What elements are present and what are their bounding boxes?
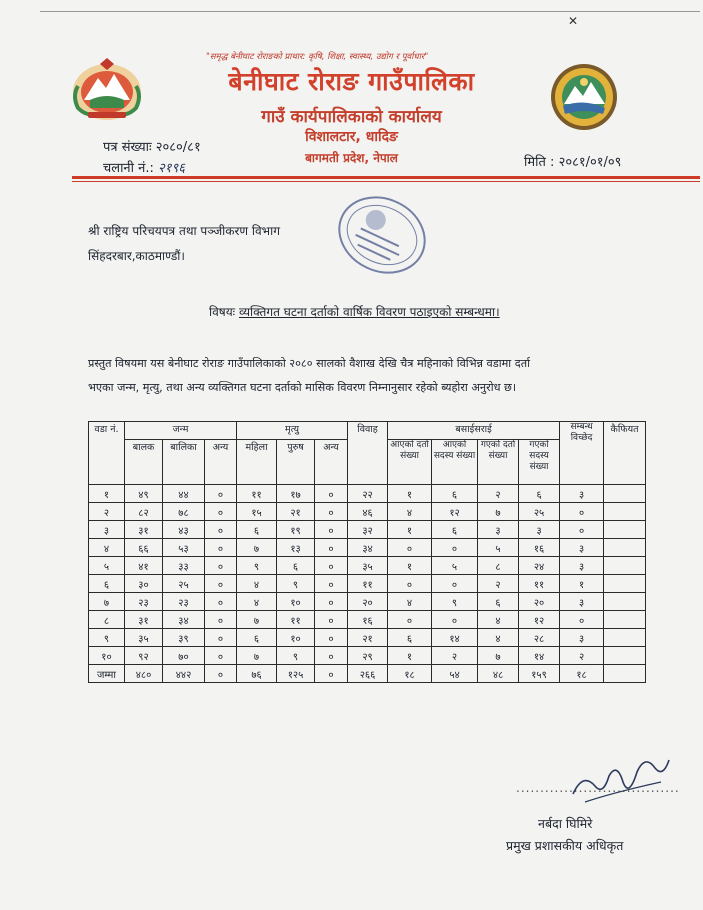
date xyxy=(524,152,621,170)
table-cell: ० xyxy=(388,539,432,557)
table-cell: १३ xyxy=(277,539,315,557)
address-line-1: विशालटार, धादिङ xyxy=(305,129,398,145)
table-row xyxy=(89,575,646,593)
table-row xyxy=(89,503,646,521)
body-line-1: प्रस्तुत विषयमा यस बेनीघाट रोराङ गाउँपालिकाको २०८० सालको वैशाख देखि चैत्र महिनाको विभिन्न वडामा दर्ता xyxy=(88,357,530,370)
table-cell: ३५ xyxy=(125,629,163,647)
table-cell: ० xyxy=(315,521,348,539)
table-cell xyxy=(604,503,646,521)
table-cell: २४ xyxy=(519,557,560,575)
table-cell: ११ xyxy=(348,575,388,593)
table-cell: ९ xyxy=(277,575,315,593)
table-cell: २ xyxy=(478,575,519,593)
header-death: मृत्यु xyxy=(237,422,348,440)
header-birth: जन्म xyxy=(125,422,237,440)
header-ward: वडा नं. xyxy=(89,422,125,485)
table-cell: १८ xyxy=(388,665,432,683)
table-cell: ४ xyxy=(478,611,519,629)
table-cell: ० xyxy=(315,611,348,629)
header-female: महिला xyxy=(237,440,277,485)
table-cell: २८ xyxy=(519,629,560,647)
table-cell: १२ xyxy=(519,611,560,629)
table-row xyxy=(89,629,646,647)
table-cell: १२ xyxy=(432,503,478,521)
letterhead-rule-thin xyxy=(72,181,700,182)
table-cell: ६ xyxy=(478,593,519,611)
table-cell: ३२ xyxy=(348,521,388,539)
table-cell: ३ xyxy=(560,593,604,611)
table-cell: २२ xyxy=(348,485,388,503)
body-line-2: भएका जन्म, मृत्यु, तथा अन्य व्यक्तिगत घटना दर्ताको मासिक विवरण निम्नानुसार रहेको ब्यहोरा अनुरोध छ। xyxy=(88,381,517,394)
signature-icon xyxy=(565,742,675,812)
ward-number-cell: २ xyxy=(89,503,125,521)
table-cell: ० xyxy=(388,611,432,629)
table-row xyxy=(89,611,646,629)
header-male: पुरुष xyxy=(277,440,315,485)
table-cell: ८२ xyxy=(125,503,163,521)
table-cell: ० xyxy=(432,575,478,593)
table-cell: ० xyxy=(315,485,348,503)
header-in-registered: आएको दर्ता संख्या xyxy=(388,440,432,485)
table-cell: ० xyxy=(315,575,348,593)
table-cell: १५९ xyxy=(519,665,560,683)
table-cell: ४६ xyxy=(348,503,388,521)
table-cell: २३ xyxy=(125,593,163,611)
table-cell: ० xyxy=(315,629,348,647)
table-cell: ० xyxy=(432,539,478,557)
header-out-registered: गएको दर्ता संख्या xyxy=(478,440,519,485)
signature-line: .................................. xyxy=(516,781,680,795)
table-cell: ४९ xyxy=(125,485,163,503)
table-cell: २५ xyxy=(519,503,560,521)
header-out-members: गएको सदस्य संख्या xyxy=(519,440,560,485)
recipient-line-1: श्री राष्ट्रिय परिचयपत्र तथा पञ्जीकरण विभाग xyxy=(88,224,280,238)
table-cell: २१ xyxy=(348,629,388,647)
subject-line xyxy=(209,303,500,320)
table-cell: ११ xyxy=(277,611,315,629)
signatory-name: नर्बदा घिमिरे xyxy=(538,816,593,831)
office-stamp-icon xyxy=(330,188,435,283)
table-cell: ५ xyxy=(432,557,478,575)
table-cell: २९ xyxy=(348,647,388,665)
recipient-line-2: सिंहदरबार,काठमाण्डौं। xyxy=(88,249,185,263)
table-cell: २५ xyxy=(163,575,205,593)
table-cell: ० xyxy=(205,557,237,575)
table-cell: ० xyxy=(560,521,604,539)
table-cell: ९ xyxy=(237,557,277,575)
table-cell: ७ xyxy=(237,647,277,665)
event-registration-table xyxy=(88,421,646,683)
table-cell: १ xyxy=(388,521,432,539)
table-cell: ० xyxy=(205,665,237,683)
table-cell: ० xyxy=(315,557,348,575)
table-cell: १९ xyxy=(277,521,315,539)
subject-label: विषयः xyxy=(209,305,236,319)
table-cell: ४१ xyxy=(125,557,163,575)
header-divorce: सम्बन्ध विच्छेद xyxy=(560,422,604,485)
table-cell: १० xyxy=(277,629,315,647)
table-cell: ११ xyxy=(519,575,560,593)
table-cell: ५ xyxy=(478,539,519,557)
table-cell: ३ xyxy=(560,539,604,557)
table-cell: ४४ xyxy=(163,485,205,503)
table-cell: ६६ xyxy=(125,539,163,557)
table-cell: ६ xyxy=(388,629,432,647)
table-cell: ५४ xyxy=(432,665,478,683)
table-cell: ० xyxy=(205,611,237,629)
table-cell: ६ xyxy=(432,485,478,503)
table-cell: ० xyxy=(205,521,237,539)
header-boy: बालक xyxy=(125,440,163,485)
table-cell xyxy=(604,521,646,539)
miti-value: २०८१/०१/०९ xyxy=(558,155,622,170)
header-other-birth: अन्य xyxy=(205,440,237,485)
table-cell: ३९ xyxy=(163,629,205,647)
table-cell: ४३ xyxy=(163,521,205,539)
miti-label: मिति : xyxy=(524,155,555,170)
table-cell: ३ xyxy=(560,485,604,503)
table-cell: ३ xyxy=(519,521,560,539)
corner-mark-icon: ✕ xyxy=(568,14,579,28)
table-cell: ९ xyxy=(432,593,478,611)
table-cell: ० xyxy=(205,593,237,611)
table-cell: ११ xyxy=(237,485,277,503)
patra-value: २०८०/८१ xyxy=(155,140,201,155)
table-cell: २० xyxy=(348,593,388,611)
scan-edge-line xyxy=(40,11,700,12)
chalani-number xyxy=(103,158,185,176)
table-cell: १८ xyxy=(560,665,604,683)
ward-number-cell: ९ xyxy=(89,629,125,647)
table-cell: ० xyxy=(432,611,478,629)
table-cell: २ xyxy=(432,647,478,665)
table-cell: १४ xyxy=(519,647,560,665)
chalani-value: २१९६ xyxy=(158,161,186,176)
table-cell: ३१ xyxy=(125,521,163,539)
table-cell: १ xyxy=(560,575,604,593)
table-cell: १७ xyxy=(277,485,315,503)
table-cell: ३५ xyxy=(348,557,388,575)
header-remarks: कैफियत xyxy=(604,422,646,485)
table-cell: ० xyxy=(560,611,604,629)
table-cell xyxy=(604,647,646,665)
table-cell: ७६ xyxy=(237,665,277,683)
table-cell: १ xyxy=(388,647,432,665)
table-cell: ४८ xyxy=(478,665,519,683)
table-cell: ० xyxy=(315,647,348,665)
patra-label: पत्र संख्याः xyxy=(103,140,152,155)
table-cell: ० xyxy=(388,575,432,593)
table-cell: ६ xyxy=(432,521,478,539)
table-cell: २ xyxy=(560,647,604,665)
table-cell: ० xyxy=(315,503,348,521)
ward-number-cell: १ xyxy=(89,485,125,503)
table-cell xyxy=(604,539,646,557)
table-cell: ९ xyxy=(277,647,315,665)
ward-number-cell: ३ xyxy=(89,521,125,539)
table-cell: ३० xyxy=(125,575,163,593)
table-cell: ५३ xyxy=(163,539,205,557)
table-row xyxy=(89,557,646,575)
table-row xyxy=(89,593,646,611)
patra-sankhya xyxy=(103,137,201,155)
table-cell: ६ xyxy=(237,629,277,647)
table-cell: ३४ xyxy=(348,539,388,557)
header-marriage: विवाह xyxy=(348,422,388,485)
table-row xyxy=(89,521,646,539)
letterhead-tagline: "समृद्ध बेनीघाट रोराङको प्राथार: कृषि, शिक्षा, स्वास्थ्य, उद्योग र पूर्वाधार" xyxy=(206,52,429,62)
ward-number-cell: ७ xyxy=(89,593,125,611)
header-migration: बसाईसराई xyxy=(388,422,560,440)
table-cell: १ xyxy=(388,485,432,503)
table-cell: ४ xyxy=(478,629,519,647)
table-cell xyxy=(604,611,646,629)
table-cell: ० xyxy=(205,503,237,521)
table-cell: ० xyxy=(205,575,237,593)
municipality-name: बेनीघाट रोराङ गाउँपालिका xyxy=(228,67,475,96)
table-cell: ० xyxy=(205,485,237,503)
table-cell: ३ xyxy=(478,521,519,539)
table-cell: १० xyxy=(277,593,315,611)
table-cell xyxy=(604,575,646,593)
ward-number-cell: ८ xyxy=(89,611,125,629)
table-cell: ४ xyxy=(237,593,277,611)
table-row xyxy=(89,647,646,665)
table-cell: १५ xyxy=(237,503,277,521)
header-other-death: अन्य xyxy=(315,440,348,485)
table-cell: ० xyxy=(315,593,348,611)
table-cell: ७ xyxy=(237,539,277,557)
table-cell: २ xyxy=(478,485,519,503)
ward-number-cell: १० xyxy=(89,647,125,665)
table-cell: ९२ xyxy=(125,647,163,665)
table-total-row xyxy=(89,665,646,683)
table-cell: ८ xyxy=(478,557,519,575)
table-cell: १६ xyxy=(348,611,388,629)
total-label-cell: जम्मा xyxy=(89,665,125,683)
letterhead-rule xyxy=(72,176,700,179)
table-cell: ४४२ xyxy=(163,665,205,683)
table-cell xyxy=(604,665,646,683)
ward-number-cell: ४ xyxy=(89,539,125,557)
office-name: गाउँ कार्यपालिकाको कार्यालय xyxy=(261,107,442,127)
table-cell: ७० xyxy=(163,647,205,665)
table-cell: ३४ xyxy=(163,611,205,629)
table-cell: ३३ xyxy=(163,557,205,575)
table-cell xyxy=(604,557,646,575)
table-cell: १ xyxy=(388,557,432,575)
table-cell: ० xyxy=(205,647,237,665)
table-row xyxy=(89,539,646,557)
table-cell: ७८ xyxy=(163,503,205,521)
table-cell: १४ xyxy=(432,629,478,647)
table-cell: ६ xyxy=(277,557,315,575)
table-row xyxy=(89,485,646,503)
table-cell: ४८० xyxy=(125,665,163,683)
table-cell: ३ xyxy=(560,629,604,647)
table-cell: २० xyxy=(519,593,560,611)
table-cell: २३ xyxy=(163,593,205,611)
table-cell: ० xyxy=(315,665,348,683)
chalani-label: चलानी नं.: xyxy=(103,161,154,176)
header-in-members: आएको सदस्य संख्या xyxy=(432,440,478,485)
table-cell: १६ xyxy=(519,539,560,557)
table-cell: ० xyxy=(315,539,348,557)
table-cell: ० xyxy=(205,629,237,647)
table-cell: २६६ xyxy=(348,665,388,683)
table-cell: ७ xyxy=(237,611,277,629)
table-cell: ३ xyxy=(560,557,604,575)
ward-number-cell: ५ xyxy=(89,557,125,575)
subject-text: व्यक्तिगत घटना दर्ताको वार्षिक विवरण पठाइएको सम्बन्धमा। xyxy=(238,305,500,319)
table-cell xyxy=(604,629,646,647)
table-cell: ६ xyxy=(237,521,277,539)
table-cell: ४ xyxy=(237,575,277,593)
table-cell xyxy=(604,593,646,611)
table-cell: ४ xyxy=(388,593,432,611)
table-cell: ० xyxy=(560,503,604,521)
table-cell xyxy=(604,485,646,503)
table-cell: ७ xyxy=(478,503,519,521)
table-cell: ६ xyxy=(519,485,560,503)
table-cell: १२५ xyxy=(277,665,315,683)
table-cell: २१ xyxy=(277,503,315,521)
table-cell: ३१ xyxy=(125,611,163,629)
table-cell: ७ xyxy=(478,647,519,665)
table-cell: ० xyxy=(205,539,237,557)
ward-number-cell: ६ xyxy=(89,575,125,593)
signatory-title: प्रमुख प्रशासकीय अधिकृत xyxy=(506,838,624,853)
header-girl: बालिका xyxy=(163,440,205,485)
table-cell: ४ xyxy=(388,503,432,521)
table-body xyxy=(89,485,646,683)
address-line-2: बागमती प्रदेश, नेपाल xyxy=(305,151,398,165)
